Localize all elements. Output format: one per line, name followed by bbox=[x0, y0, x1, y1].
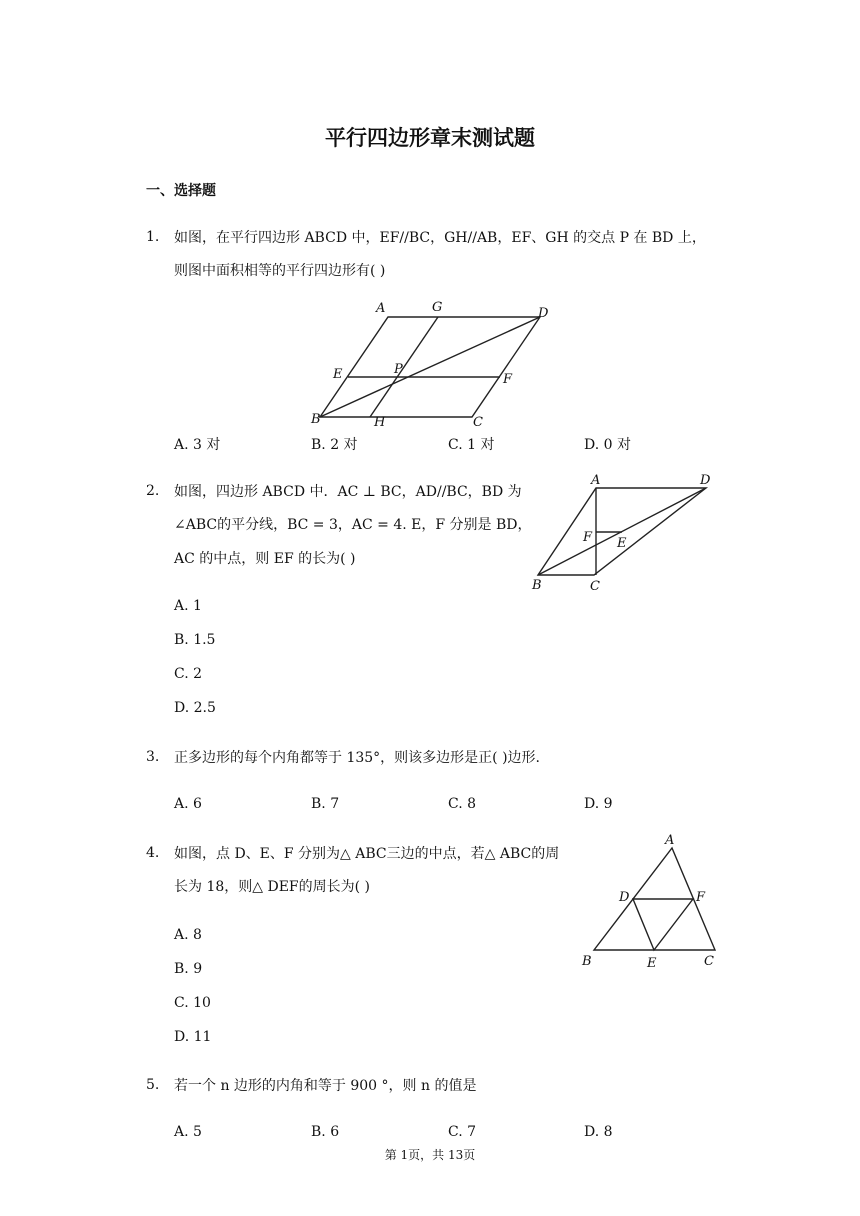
q4-label-a: A bbox=[665, 833, 675, 848]
q2-option-c: C. 2 bbox=[174, 666, 203, 682]
q2-quadrilateral-figure bbox=[528, 470, 728, 600]
q4-option-c: C. 10 bbox=[174, 995, 211, 1011]
q1-text-line-2: 则图中面积相等的平行四边形有( ) bbox=[174, 263, 386, 279]
q1-label-d: D bbox=[538, 306, 549, 321]
q2-label-e: E bbox=[617, 536, 627, 551]
q4-label-e: E bbox=[647, 956, 657, 971]
q1-label-e: E bbox=[333, 367, 343, 382]
q3-option-d: D. 9 bbox=[584, 796, 613, 812]
q3-text-line-1: 正多边形的每个内角都等于 135°，则该多边形是正( )边形. bbox=[174, 750, 540, 766]
q2-option-a: A. 1 bbox=[174, 598, 202, 614]
q4-label-c: C bbox=[704, 954, 714, 969]
q2-label-b: B bbox=[532, 578, 542, 593]
q1-option-c: C. 1 对 bbox=[448, 437, 495, 453]
q1-option-b: B. 2 对 bbox=[311, 437, 358, 453]
q3-option-c: C. 8 bbox=[448, 796, 477, 812]
q3-number: 3. bbox=[146, 749, 160, 765]
q3-option-a: A. 6 bbox=[174, 796, 202, 812]
q1-option-d: D. 0 对 bbox=[584, 437, 631, 453]
q2-label-d: D bbox=[700, 473, 711, 488]
page-title: 平行四边形章末测试题 bbox=[325, 126, 535, 150]
q5-option-d: D. 8 bbox=[584, 1124, 613, 1140]
q4-option-a: A. 8 bbox=[174, 927, 202, 943]
q4-label-f: F bbox=[696, 890, 706, 905]
q4-triangle-figure bbox=[578, 830, 728, 970]
q4-option-b: B. 9 bbox=[174, 961, 203, 977]
q1-label-b: B bbox=[311, 412, 321, 427]
q5-option-b: B. 6 bbox=[311, 1124, 340, 1140]
q5-option-c: C. 7 bbox=[448, 1124, 477, 1140]
q5-number: 5. bbox=[146, 1077, 160, 1093]
q4-label-b: B bbox=[582, 954, 592, 969]
q4-triangle-def bbox=[633, 899, 693, 950]
q1-option-a: A. 3 对 bbox=[174, 437, 221, 453]
q2-text-line-1: 如图，四边形 ABCD 中．AC ⊥ BC，AD//BC，BD 为 bbox=[174, 484, 522, 500]
q5-option-a: A. 5 bbox=[174, 1124, 202, 1140]
q1-text-line-1: 如图，在平行四边形 ABCD 中，EF//BC，GH//AB，EF、GH 的交点 P 在 BD 上， bbox=[174, 230, 706, 246]
q4-number: 4. bbox=[146, 845, 160, 861]
section-heading: 一、选择题 bbox=[146, 183, 216, 199]
q2-label-f: F bbox=[583, 530, 593, 545]
q2-text-line-2: ∠ABC的平分线，BC = 3，AC = 4. E，F 分别是 BD， bbox=[174, 517, 532, 533]
q4-text-line-2: 长为 18，则△ DEF的周长为( ) bbox=[174, 879, 371, 895]
q2-option-d: D. 2.5 bbox=[174, 700, 216, 716]
q5-text-line-1: 若一个 n 边形的内角和等于 900 °，则 n 的值是 bbox=[174, 1078, 477, 1094]
q1-label-g: G bbox=[432, 300, 443, 315]
q1-parallelogram-figure bbox=[300, 295, 560, 435]
q4-text-line-1: 如图，点 D、E、F 分别为△ ABC三边的中点，若△ ABC的周 bbox=[174, 846, 560, 862]
q1-diagonal-bd bbox=[320, 317, 540, 417]
q1-label-h: H bbox=[374, 415, 386, 430]
q2-number: 2. bbox=[146, 483, 160, 499]
page-footer: 第 1页，共 13页 bbox=[384, 1148, 476, 1162]
q2-option-b: B. 1.5 bbox=[174, 632, 216, 648]
q2-text-line-3: AC 的中点，则 EF 的长为( ) bbox=[174, 551, 356, 567]
q1-label-c: C bbox=[473, 415, 483, 430]
q1-number: 1. bbox=[146, 229, 160, 245]
q4-label-d: D bbox=[619, 890, 630, 905]
q1-label-a: A bbox=[376, 301, 386, 316]
q2-label-a: A bbox=[591, 473, 601, 488]
q1-segment-gh bbox=[370, 317, 438, 417]
q1-label-f: F bbox=[503, 372, 513, 387]
q2-label-c: C bbox=[590, 579, 600, 594]
q4-option-d: D. 11 bbox=[174, 1029, 212, 1045]
q1-label-p: P bbox=[394, 362, 403, 377]
q3-option-b: B. 7 bbox=[311, 796, 340, 812]
